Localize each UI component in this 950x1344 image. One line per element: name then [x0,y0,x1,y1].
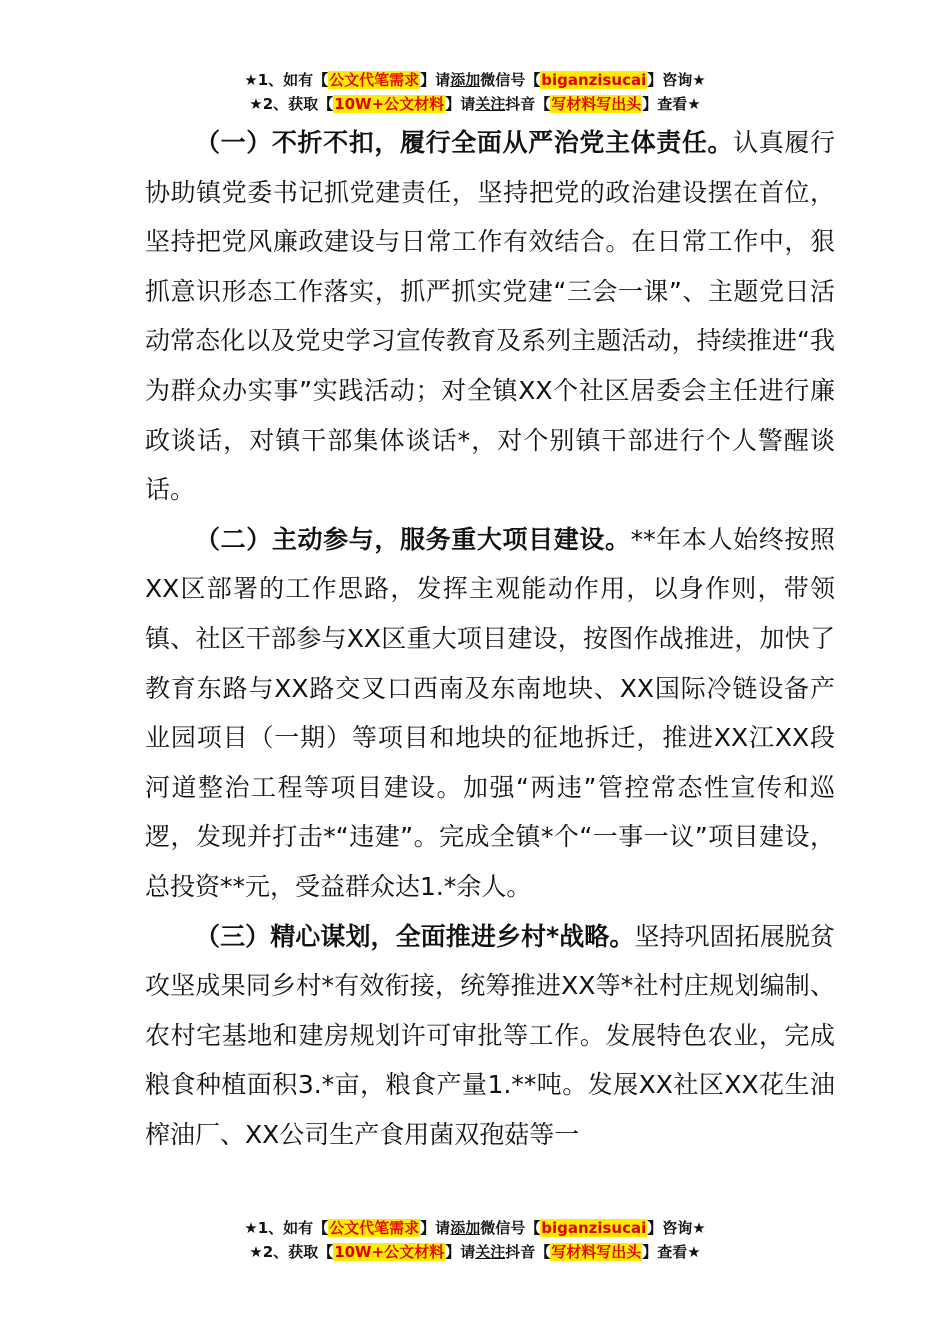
banner-line-1 [0,68,950,92]
banner-highlight: 10W+公文材料 [334,1243,445,1261]
banner-text: 】请 [445,1243,476,1261]
paragraph-2 [145,515,835,912]
banner-text: 抖音【 [505,95,551,113]
banner-highlight: 写材料写出头 [551,1243,642,1261]
paragraph-text: 认真履行协助镇党委书记抓党建责任，坚持把党的政治建设摆在首位，坚持把党风廉政建设与日常工作有效结合。在日常工作中，狠抓意识形态工作落实，抓严抓实党建“三会一课”、主题党日活动常态化以及党史学习宣传教育及系列主题活动，持续推进“我为群众办实事”实践活动；对全镇XX个社区居委会主任进行廉政谈话，对镇干部集体谈话*，对个别镇干部进行个人警醒谈话。 [145,128,835,505]
paragraph-heading: （二）主动参与，服务重大项目建设。 [195,524,631,554]
paragraph-text: 坚持巩固拓展脱贫攻坚成果同乡村*有效衔接，统筹推进XX等*社村庄规划编制、农村宅基地和建房规划许可审批等工作。发展特色农业，完成粮食种植面积3.*亩，粮食产量1.**吨。发展XX社区XX花生油榨油厂、XX公司生产食用菌双孢菇等一 [145,921,835,1149]
banner-text: 】请 [445,95,476,113]
header-banner [0,68,950,116]
paragraph-heading: （三）精心谋划，全面推进乡村*战略。 [195,921,635,951]
banner-highlight: 写材料写出头 [551,95,642,113]
banner-highlight: 公文代笔需求 [329,71,420,89]
banner-underline: 添加 [450,71,481,89]
banner-line-2 [0,1240,950,1264]
banner-underline: 关注 [475,95,506,113]
banner-text: ★1、如有【 [244,71,329,89]
banner-text: 微信号【 [480,1219,541,1237]
banner-text: 】咨询★ [647,71,706,89]
paragraph-heading: （一）不折不扣，履行全面从严治党主体责任。 [195,128,734,157]
footer-banner [0,1216,950,1264]
banner-text: 】查看★ [642,1243,701,1261]
banner-underline: 添加 [450,1219,481,1237]
banner-line-2 [0,92,950,116]
paragraph-3 [145,912,835,1160]
document-body [145,118,835,1159]
banner-text: 微信号【 [480,71,541,89]
banner-text: 】咨询★ [647,1219,706,1237]
banner-highlight: biganzisucai [541,1219,647,1237]
banner-text: 抖音【 [505,1243,551,1261]
banner-text: ★2、获取【 [249,1243,334,1261]
banner-text: 】查看★ [642,95,701,113]
banner-highlight: 10W+公文材料 [334,95,445,113]
banner-text: 】请 [420,1219,451,1237]
banner-underline: 关注 [475,1243,506,1261]
banner-highlight: 公文代笔需求 [329,1219,420,1237]
paragraph-text: **年本人始终按照XX区部署的工作思路，发挥主观能动作用，以身作则，带领镇、社区干部参与XX区重大项目建设，按图作战推进，加快了教育东路与XX路交叉口西南及东南地块、XX国际冷链设备产业园项目（一期）等项目和地块的征地拆迁，推进XX江XX段河道整治工程等项目建设。加强“两违”管控常态性宣传和巡逻，发现并打击*“违建”。完成全镇*个“一事一议”项目建设，总投资**元，受益群众达1.*余人。 [145,524,835,901]
paragraph-1 [145,118,835,515]
banner-line-1 [0,1216,950,1240]
banner-text: ★1、如有【 [244,1219,329,1237]
banner-highlight: biganzisucai [541,71,647,89]
banner-text: 】请 [420,71,451,89]
banner-text: ★2、获取【 [249,95,334,113]
